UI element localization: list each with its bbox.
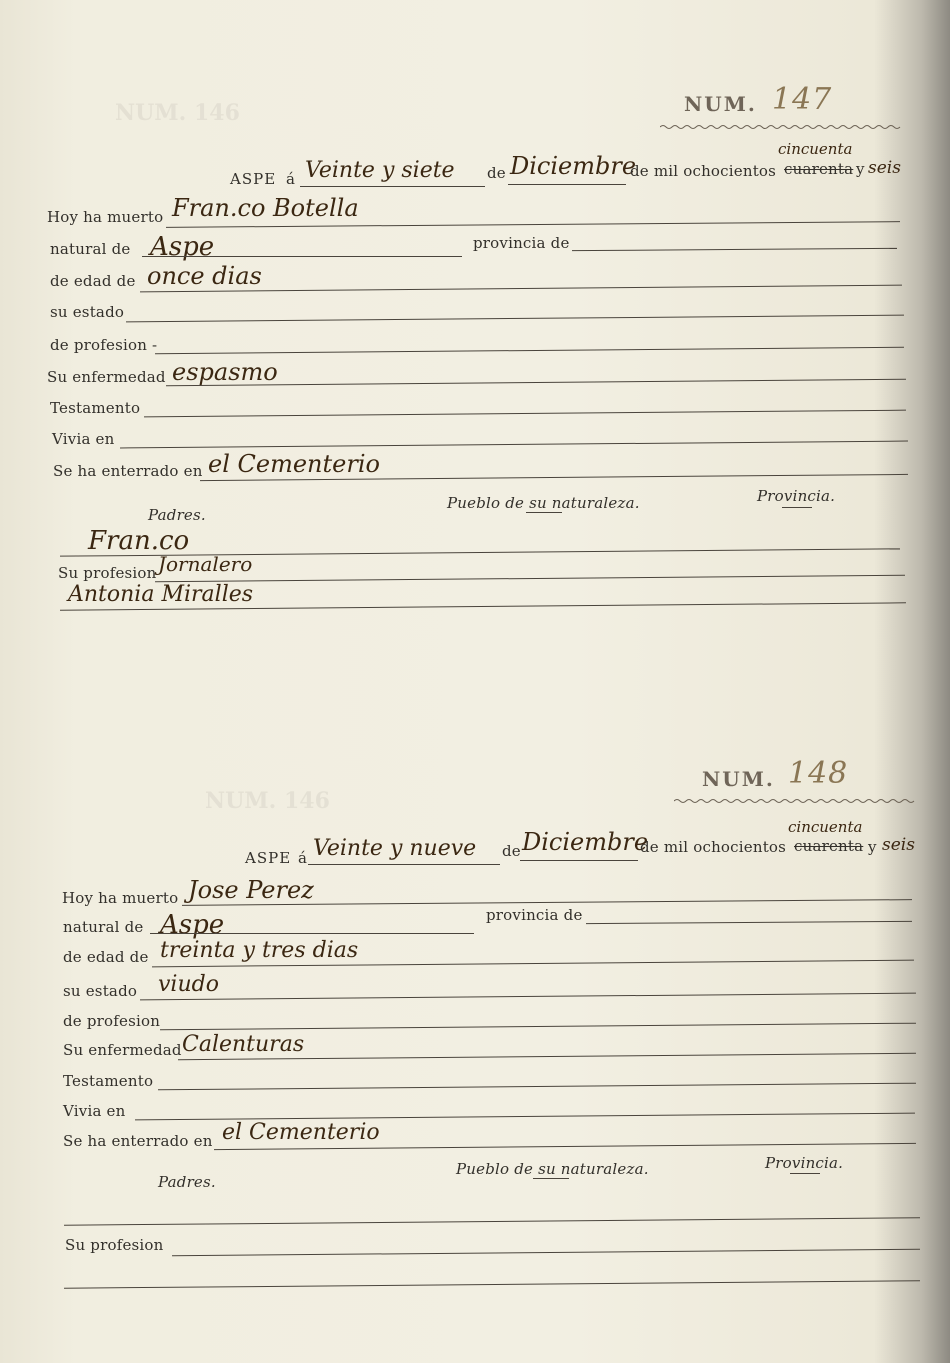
profesion-line (155, 347, 904, 355)
bleed-through-1: NUM. 146 (115, 100, 240, 126)
de-edad-de-label: de edad de (50, 272, 136, 290)
day-line (300, 186, 485, 187)
provincia-de-label: provincia de (486, 906, 583, 924)
vivia-en-label: Vivia en (52, 430, 115, 448)
name-line (166, 221, 900, 228)
de-profesion-label: de profesion (63, 1012, 161, 1030)
month-value: Diciembre (522, 828, 649, 856)
estado-line (126, 315, 904, 323)
y-label: y (856, 160, 865, 178)
su-estado-label: su estado (50, 303, 125, 321)
a-label: á (286, 170, 296, 188)
place-label: ASPE (245, 849, 292, 867)
pueblo-underline (526, 512, 562, 513)
se-ha-enterrado-en-label: Se ha enterrado en (63, 1132, 213, 1150)
natural-value: Aspe (160, 910, 225, 940)
natural-de-label: natural de (63, 918, 144, 936)
entry-number: 148 (788, 756, 849, 791)
month-value: Diciembre (510, 152, 637, 180)
inserted-word: cincuenta (788, 818, 863, 836)
decorative-rule (674, 798, 916, 804)
provincia-header-label: Provincia. (757, 487, 836, 505)
age-value: treinta y tres dias (160, 938, 359, 963)
su-profesion-label: Su profesion (58, 564, 157, 582)
year-suffix-value: seis (882, 835, 915, 855)
su-enfermedad-label: Su enfermedad (63, 1041, 182, 1059)
testamento-label: Testamento (63, 1072, 154, 1090)
decorative-rule (660, 124, 902, 130)
father-profession-value: Jornalero (158, 552, 253, 576)
year-suffix-value: seis (868, 158, 901, 178)
padres-label: Padres. (148, 506, 206, 524)
testamento-label: Testamento (50, 399, 141, 417)
natural-value: Aspe (150, 232, 215, 262)
mother-line (64, 1280, 920, 1288)
provincia-underline (790, 1173, 820, 1174)
provincia-de-label: provincia de (473, 234, 570, 252)
age-value: once dias (147, 262, 262, 290)
su-profesion-label: Su profesion (65, 1236, 164, 1254)
marital-value: viudo (158, 972, 219, 997)
de-label: de (502, 842, 521, 860)
de-label: de (487, 164, 506, 182)
pueblo-label: Pueblo de su naturaleza. (456, 1160, 649, 1178)
vivia-line (120, 441, 908, 449)
deceased-name-value: Fran.co Botella (172, 194, 359, 222)
hoy-ha-muerto-label: Hoy ha muerto (47, 208, 164, 226)
burial-value: el Cementerio (222, 1120, 380, 1145)
vivia-en-label: Vivia en (63, 1102, 126, 1120)
entry-number-label: NUM. (702, 767, 775, 791)
su-estado-label: su estado (63, 982, 138, 1000)
illness-value: Calenturas (182, 1032, 305, 1057)
entry-number-label: NUM. (684, 92, 757, 116)
profesion-line (160, 1023, 916, 1031)
su-profesion-line (155, 575, 905, 583)
natural-de-label: natural de (50, 240, 131, 258)
estado-line (140, 993, 916, 1001)
mother-value: Antonia Miralles (68, 582, 254, 607)
hoy-ha-muerto-label: Hoy ha muerto (62, 889, 179, 907)
bleed-through-2: NUM. 146 (205, 788, 330, 814)
se-ha-enterrado-en-label: Se ha enterrado en (53, 462, 203, 480)
y-label: y (868, 838, 877, 856)
struck-word: cuarenta (784, 160, 854, 178)
padres-label: Padres. (158, 1173, 216, 1191)
natural-line (142, 256, 462, 257)
natural-line (150, 933, 474, 934)
provincia-line (572, 248, 897, 251)
month-line (508, 184, 626, 185)
place-label: ASPE (230, 170, 277, 188)
a-label: á (298, 849, 308, 867)
provincia-underline (782, 507, 812, 508)
struck-word: cuarenta (794, 837, 864, 855)
pueblo-underline (533, 1178, 569, 1179)
provincia-line (586, 921, 912, 924)
year-prefix-label: de mil ochocientos (630, 162, 777, 180)
pueblo-label: Pueblo de su naturaleza. (447, 494, 640, 512)
deceased-name-value: Jose Perez (188, 876, 314, 904)
illness-value: espasmo (172, 358, 278, 386)
su-enfermedad-label: Su enfermedad (47, 368, 166, 386)
day-value: Veinte y siete (305, 158, 455, 183)
su-profesion-line (172, 1249, 920, 1257)
father-line (64, 1217, 920, 1225)
year-prefix-label: de mil ochocientos (640, 838, 787, 856)
provincia-header-label: Provincia. (765, 1154, 844, 1172)
day-value: Veinte y nueve (313, 836, 477, 861)
de-profesion-label: de profesion - (50, 336, 158, 354)
entry-number: 147 (772, 82, 833, 117)
day-line (308, 864, 500, 865)
month-line (520, 860, 638, 861)
de-edad-de-label: de edad de (63, 948, 149, 966)
inserted-word: cincuenta (778, 140, 853, 158)
father-value: Fran.co (88, 526, 190, 556)
burial-value: el Cementerio (208, 450, 380, 478)
testamento-line (144, 410, 906, 418)
testamento-line (158, 1083, 916, 1091)
